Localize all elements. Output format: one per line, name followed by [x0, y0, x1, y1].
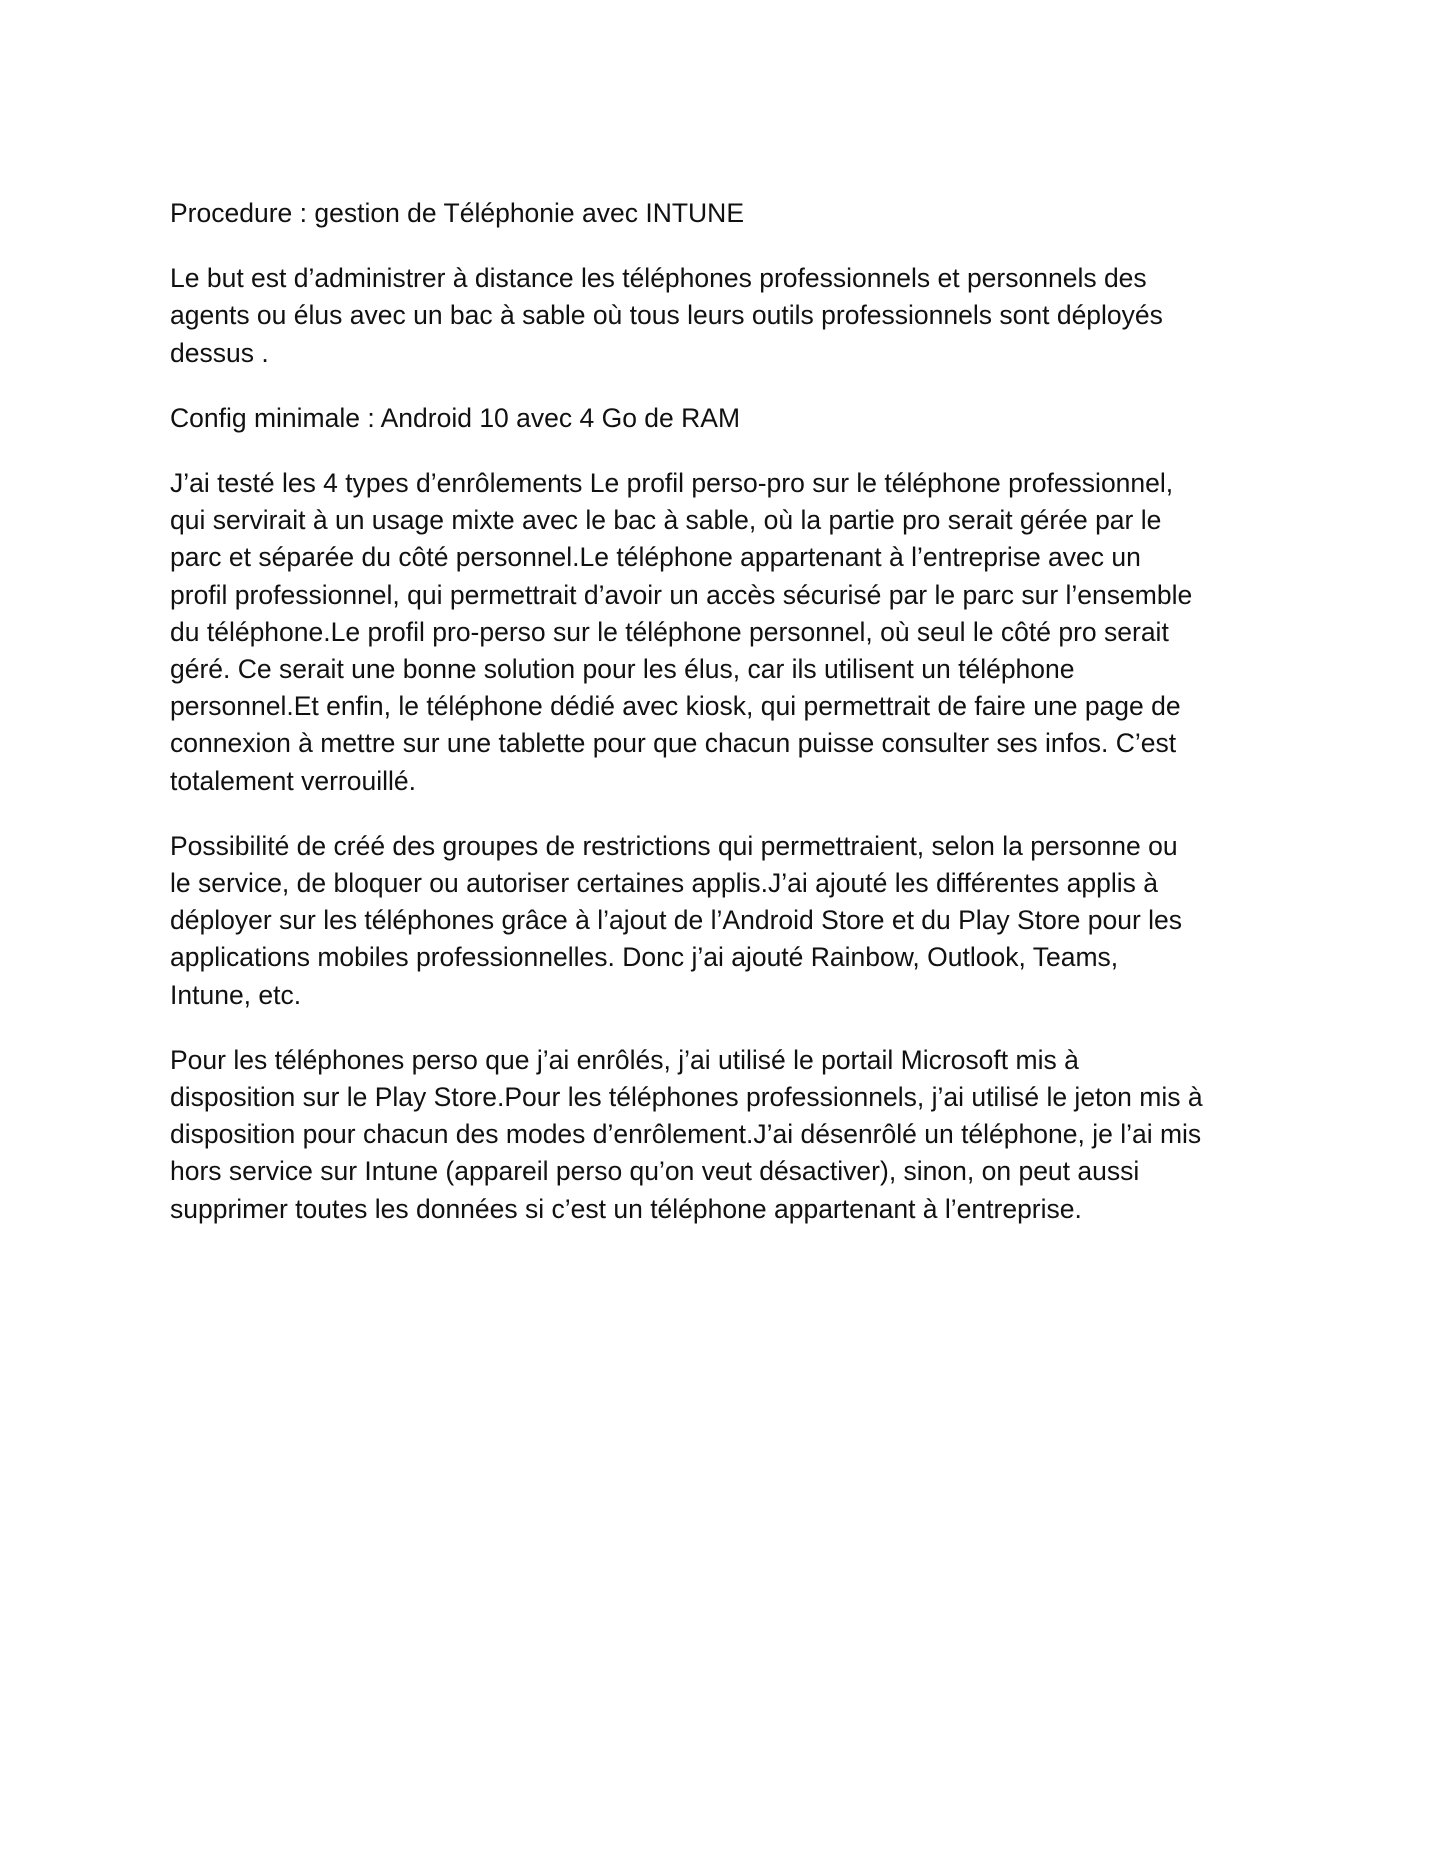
paragraph-restrictions-apps — [170, 828, 1280, 1014]
text-line: géré. Ce serait une bonne solution pour les élus, car ils utilisent un téléphone — [170, 654, 1075, 685]
text-line: hors service sur Intune (appareil perso qu’on veut désactiver), sinon, on peut aussi — [170, 1156, 1140, 1187]
text-line: Le but est d’administrer à distance les téléphones professionnels et personnels des — [170, 263, 1147, 294]
text-line: agents ou élus avec un bac à sable où tous leurs outils professionnels sont déployés — [170, 300, 1163, 331]
text-line: profil professionnel, qui permettrait d’avoir un accès sécurisé par le parc sur l’ensemble — [170, 579, 1193, 610]
text-line: applications mobiles professionnelles. Donc j’ai ajouté Rainbow, Outlook, Teams, — [170, 942, 1119, 973]
document-title — [170, 195, 1280, 232]
text-line: disposition sur le Play Store.Pour les téléphones professionnels, j’ai utilisé le jeton mis à — [170, 1082, 1203, 1113]
text-line: disposition pour chacun des modes d’enrôlement.J’ai désenrôlé un téléphone, je l’ai mis — [170, 1119, 1202, 1150]
document-body — [170, 195, 1280, 1256]
text-line: Config minimale : Android 10 avec 4 Go de RAM — [170, 402, 741, 433]
text-line: le service, de bloquer ou autoriser certaines applis.J’ai ajouté les différentes applis à — [170, 868, 1158, 899]
text-line: dessus . — [170, 337, 269, 368]
text-line: supprimer toutes les données si c’est un téléphone appartenant à l’entreprise. — [170, 1193, 1082, 1224]
text-line: personnel.Et enfin, le téléphone dédié avec kiosk, qui permettrait de faire une page de — [170, 691, 1181, 722]
paragraph-purpose — [170, 260, 1280, 372]
paragraph-enrollment-methods — [170, 1042, 1280, 1228]
text-line: du téléphone.Le profil pro-perso sur le téléphone personnel, où seul le côté pro serait — [170, 616, 1169, 647]
text-line: totalement verrouillé. — [170, 765, 416, 796]
text-line: Intune, etc. — [170, 979, 302, 1010]
title-line: Procedure : gestion de Téléphonie avec INTUNE — [170, 198, 744, 228]
text-line: Pour les téléphones perso que j’ai enrôlés, j’ai utilisé le portail Microsoft mis à — [170, 1044, 1079, 1075]
text-line: parc et séparée du côté personnel.Le téléphone appartenant à l’entreprise avec un — [170, 542, 1141, 573]
text-line: J’ai testé les 4 types d’enrôlements Le profil perso-pro sur le téléphone professionnel, — [170, 468, 1174, 499]
text-line: déployer sur les téléphones grâce à l’ajout de l’Android Store et du Play Store pour les — [170, 905, 1183, 936]
text-line: Possibilité de créé des groupes de restrictions qui permettraient, selon la personne ou — [170, 830, 1178, 861]
text-line: qui servirait à un usage mixte avec le bac à sable, où la partie pro serait gérée par le — [170, 505, 1162, 536]
paragraph-minimum-config — [170, 400, 1280, 437]
paragraph-enrollment-types — [170, 465, 1280, 800]
text-line: connexion à mettre sur une tablette pour que chacun puisse consulter ses infos. C’est — [170, 728, 1177, 759]
